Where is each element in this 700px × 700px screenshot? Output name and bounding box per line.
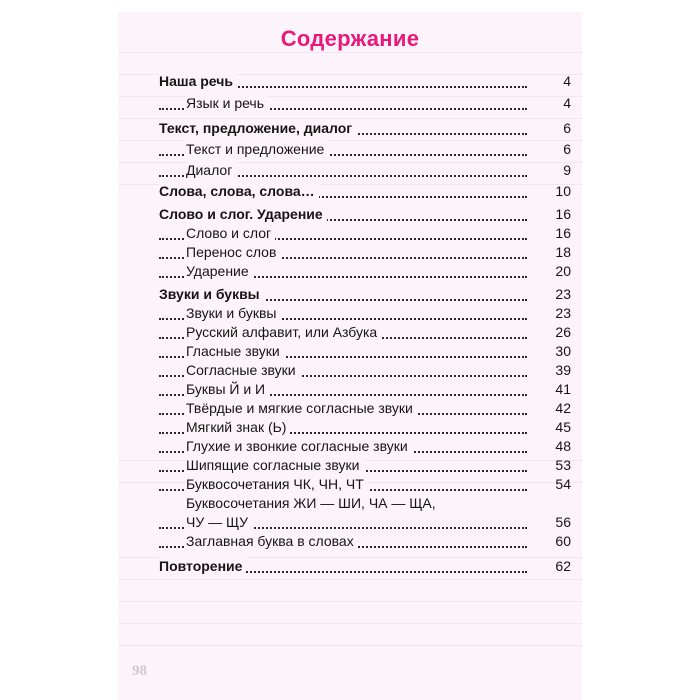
toc-item-entry	[159, 243, 571, 262]
toc-item-entry	[159, 161, 571, 180]
toc-entry-page: 60	[555, 533, 571, 549]
toc-entry-label: Слово и слог. Ударение	[159, 205, 327, 224]
toc-entry-page: 56	[555, 514, 571, 530]
toc-entry-page: 42	[555, 400, 571, 416]
toc-entry-label: Русский алфавит, или Азбука	[186, 323, 381, 342]
toc-entry-page: 41	[555, 381, 571, 397]
page-number: 98	[132, 663, 147, 679]
toc-entry-label: ЧУ — ЩУ	[186, 513, 252, 532]
toc-entry-page: 23	[555, 305, 571, 321]
toc-entry-label: Текст, предложение, диалог	[159, 119, 356, 138]
toc-item-entry	[159, 224, 571, 243]
toc-entry-page: 62	[555, 558, 571, 574]
toc-entry-label: Буквосочетания ЖИ — ШИ, ЧА — ЩА,	[186, 494, 440, 513]
toc-item-entry	[159, 140, 571, 159]
toc-item-entry	[159, 475, 571, 494]
toc-entry-page: 45	[555, 419, 571, 435]
toc-entry-page: 10	[555, 183, 571, 199]
toc-item-entry	[159, 304, 571, 323]
toc-section-entry	[159, 182, 571, 201]
toc-entry-page: 16	[555, 225, 571, 241]
toc-item-entry	[159, 437, 571, 456]
toc-entry-page: 30	[555, 343, 571, 359]
toc-entry-label: Повторение	[159, 557, 246, 576]
toc-item-entry	[159, 380, 571, 399]
toc-item-entry	[159, 532, 571, 551]
toc-entry-label: Согласные звуки	[186, 361, 300, 380]
toc-entry-page: 48	[555, 438, 571, 454]
toc-entry-label: Ударение	[186, 262, 253, 281]
toc-item-entry	[159, 418, 571, 437]
toc-section-entry	[159, 119, 571, 138]
toc-entry-page: 26	[555, 324, 571, 340]
toc-item-entry	[159, 323, 571, 342]
toc-item-entry	[159, 513, 571, 532]
toc-entry-page: 4	[563, 73, 571, 89]
toc-item-entry	[159, 399, 571, 418]
toc-section-entry	[159, 285, 571, 304]
toc-entry-label: Язык и речь	[186, 94, 268, 113]
toc-entry-page: 20	[555, 263, 571, 279]
toc-section-entry	[159, 205, 571, 224]
toc-entry-label: Слова, слова, слова…	[159, 182, 319, 201]
toc-item-entry	[159, 262, 571, 281]
toc-entry-label: Шипящие согласные звуки	[186, 456, 364, 475]
toc-entry-page: 23	[555, 286, 571, 302]
toc-entry-label: Заглавная буква в словах	[186, 532, 358, 551]
toc-entry-label: Глухие и звонкие согласные звуки	[186, 437, 412, 456]
toc-section-entry	[159, 557, 571, 576]
toc-item-entry	[159, 494, 571, 513]
toc-item-entry	[159, 456, 571, 475]
toc-entry-label: Буквосочетания ЧК, ЧН, ЧТ	[186, 475, 368, 494]
toc-entry-page: 53	[555, 457, 571, 473]
toc-entry-label: Мягкий знак (Ь)	[186, 418, 290, 437]
toc-entry-label: Буквы Й и И	[186, 380, 269, 399]
toc-entry-label: Твёрдые и мягкие согласные звуки	[186, 399, 417, 418]
toc-entry-label: Гласные звуки	[186, 342, 284, 361]
toc-entry-page: 6	[563, 120, 571, 136]
toc-section-entry	[159, 72, 571, 91]
toc-entry-page: 6	[563, 141, 571, 157]
toc-entry-page: 9	[563, 162, 571, 178]
toc-item-entry	[159, 361, 571, 380]
toc-item-entry	[159, 94, 571, 113]
toc-entry-label: Звуки и буквы	[186, 304, 280, 323]
page-title: Содержание	[280, 26, 420, 51]
toc-entry-label: Наша речь	[159, 72, 237, 91]
toc-entry-label: Текст и предложение	[186, 140, 328, 159]
toc-entry-page: 54	[555, 476, 571, 492]
toc-entry-page: 39	[555, 362, 571, 378]
toc-entry-label: Перенос слов	[186, 243, 280, 262]
toc-entry-page: 4	[563, 95, 571, 111]
toc-entry-page: 16	[555, 206, 571, 222]
toc-entry-label: Слово и слог	[186, 224, 275, 243]
toc-item-entry	[159, 342, 571, 361]
book-page	[118, 12, 582, 700]
toc-entry-label: Диалог	[186, 161, 236, 180]
toc-entry-label: Звуки и буквы	[159, 285, 264, 304]
toc-entry-page: 18	[555, 244, 571, 260]
